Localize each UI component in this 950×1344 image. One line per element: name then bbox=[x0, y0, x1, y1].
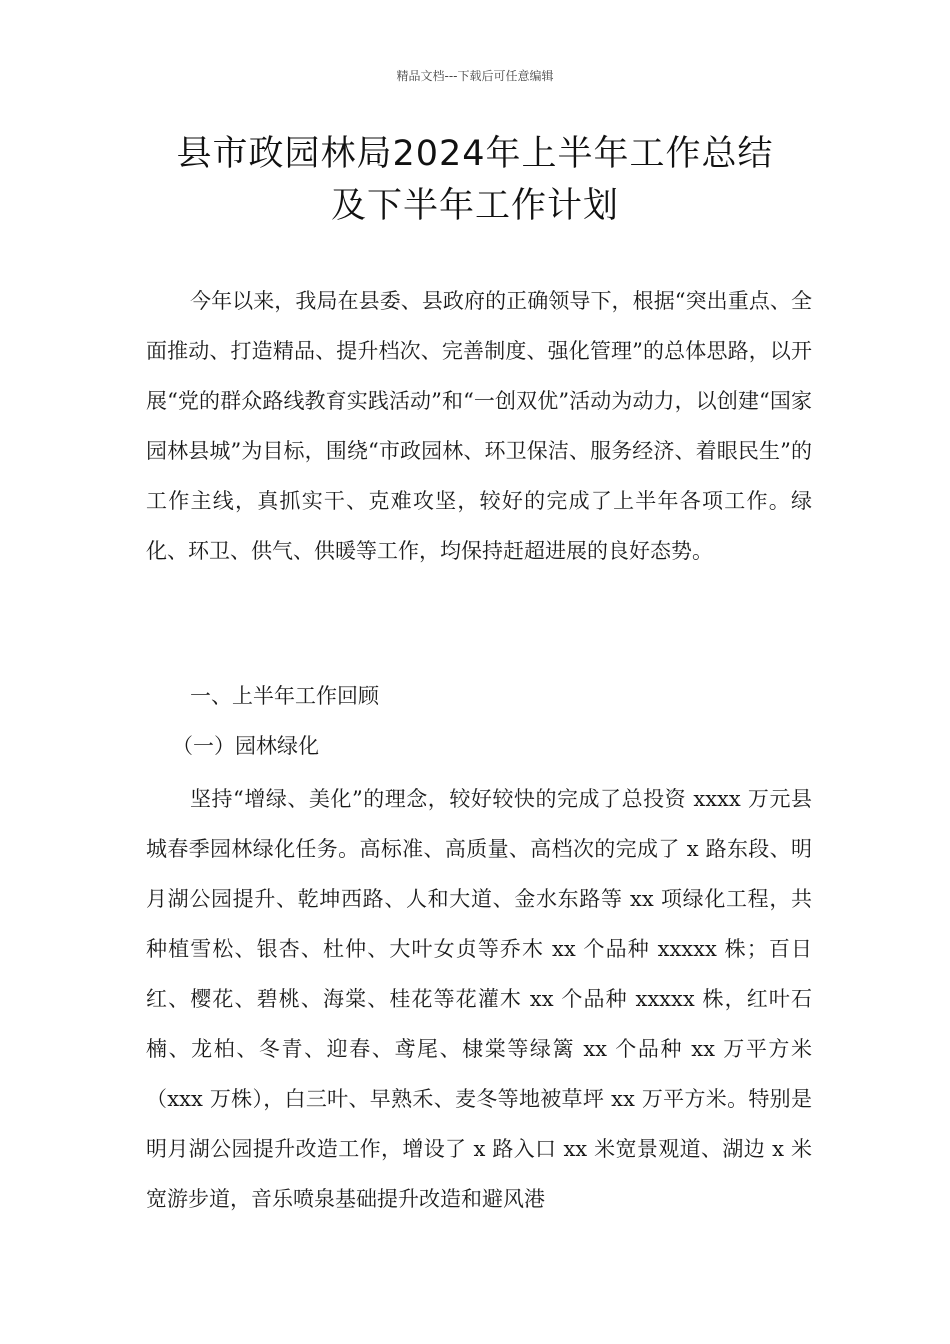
header-note: 精品文档---下载后可任意编辑 bbox=[396, 69, 554, 83]
title-line-1: 县市政园林局2024年上半年工作总结 bbox=[176, 134, 774, 174]
title-line-2: 及下半年工作计划 bbox=[330, 186, 619, 226]
intro-paragraph: 今年以来，我局在县委、县政府的正确领导下，根据“突出重点、全面推动、打造精品、提升档次、完善制度、强化管理”的总体思路，以开展“党的群众路线教育实践活动”和“一创双优”活动为动力，以创建“国家园林县城”为目标，围绕“市政园林、环卫保洁、服务经济、着眼民生”的工作主线，真抓实干、克难攻坚，较好的完成了上半年各项工作。绿化、环卫、供气、供暖等工作，均保持赶超进展的良好态势。 bbox=[146, 289, 812, 563]
document-title bbox=[0, 128, 950, 232]
subsection-heading: （一）园林绿化 bbox=[172, 734, 319, 758]
section-heading: 一、上半年工作回顾 bbox=[190, 684, 379, 708]
body-paragraph: 坚持“增绿、美化”的理念，较好较快的完成了总投资 xxxx 万元县城春季园林绿化任务。高标准、高质量、高档次的完成了 x 路东段、明月湖公园提升、乾坤西路、人和大道、金水东路等 xx 项绿化工程，共种植雪松、银杏、杜仲、大叶女贞等乔木 xx 个品种 xxxxx 株；百日红、樱花、碧桃、海棠、桂花等花灌木 xx 个品种 xxxxx 株，红叶石楠、龙柏、冬青、迎春、鸢尾、棣棠等绿篱 xx 个品种 xx 万平方米（xxx 万株），白三叶、早熟禾、麦冬等地被草坪 xx 万平方米。特别是明月湖公园提升改造工作，增设了 x 路入口 xx 米宽景观道、湖边 x 米宽游步道，音乐喷泉基础提升改造和避风港 bbox=[146, 787, 812, 1211]
